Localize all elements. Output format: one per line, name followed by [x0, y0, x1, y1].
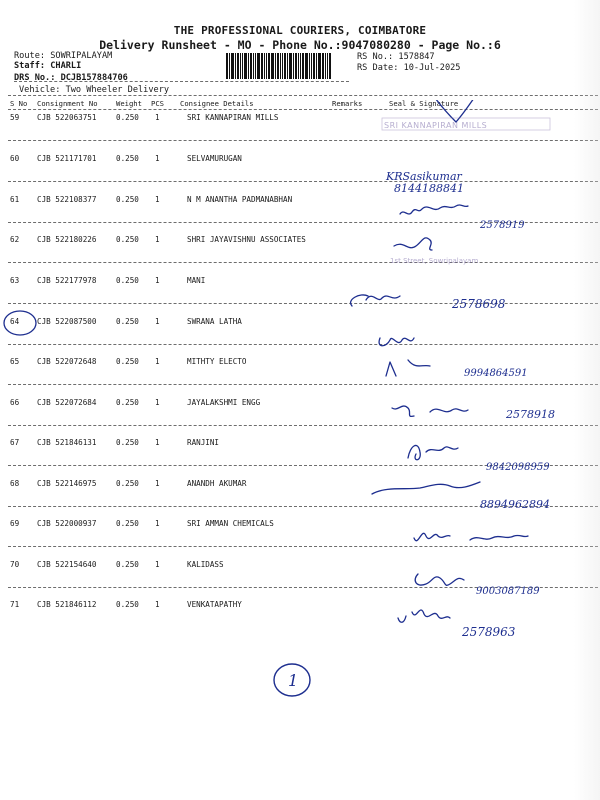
row-consignment: CJB 521846131 — [37, 438, 97, 447]
row-consignee: MITHTY ELECTO — [187, 357, 247, 366]
row-sno: 63 — [10, 276, 20, 285]
row-weight: 0.250 — [116, 438, 139, 447]
route-label: Route: SOWRIPALAYAM — [14, 51, 113, 61]
row-sno: 70 — [10, 560, 20, 569]
table-row — [0, 479, 600, 519]
row-pcs: 1 — [155, 519, 160, 528]
divider — [8, 109, 598, 110]
row-divider — [8, 384, 598, 385]
handwritten-phone: 9003087189 — [476, 586, 540, 597]
row-divider — [8, 465, 598, 466]
row-weight: 0.250 — [116, 235, 139, 244]
row-divider — [8, 140, 598, 141]
table-row — [0, 317, 600, 357]
rs-date: RS Date: 10-Jul-2025 — [357, 63, 461, 73]
handwritten-phone: 9994864591 — [464, 368, 528, 379]
drs-label: DRS No.: DCJB157884706 — [14, 73, 128, 83]
row-weight: 0.250 — [116, 479, 139, 488]
row-pcs: 1 — [155, 317, 160, 326]
page-mark-text: 1 — [288, 671, 299, 690]
col-consignee: Consignee Details — [180, 99, 254, 108]
row-divider — [8, 506, 598, 507]
handwritten-phone: 2578919 — [480, 220, 525, 231]
row-divider — [8, 222, 598, 223]
col-remarks: Remarks — [332, 99, 363, 108]
handwritten-phone: 8144188841 — [394, 182, 464, 195]
vehicle-label: Vehicle: Two Wheeler Delivery — [19, 85, 170, 95]
table-row — [0, 357, 600, 397]
row-consignee: RANJINI — [187, 438, 220, 447]
table-row — [0, 195, 600, 235]
row-divider — [8, 344, 598, 345]
company-title: THE PROFESSIONAL COURIERS, COIMBATORE — [173, 24, 427, 37]
row-pcs: 1 — [155, 195, 160, 204]
row-consignment: CJB 522063751 — [37, 113, 97, 122]
table-row — [0, 113, 600, 153]
row-weight: 0.250 — [116, 357, 139, 366]
row-divider — [8, 587, 598, 588]
row-consignment: CJB 522072648 — [37, 357, 97, 366]
row-pcs: 1 — [155, 276, 160, 285]
row-consignment: CJB 522177978 — [37, 276, 97, 285]
table-row — [0, 235, 600, 275]
row-consignee: SHRI JAYAVISHNU ASSOCIATES — [187, 235, 306, 244]
row-sno: 68 — [10, 479, 20, 488]
row-weight: 0.250 — [116, 276, 139, 285]
row-divider — [8, 303, 598, 304]
handwritten-phone: 2578963 — [462, 625, 516, 639]
row-consignee: N M ANANTHA PADMANABHAN — [187, 195, 293, 204]
row-sno: 66 — [10, 398, 20, 407]
row-pcs: 1 — [155, 479, 160, 488]
divider — [8, 95, 598, 96]
row-pcs: 1 — [155, 113, 160, 122]
circle-mark — [0, 305, 60, 345]
row-consignee: KALIDASS — [187, 560, 224, 569]
row-consignee: SWRANA LATHA — [187, 317, 242, 326]
row-weight: 0.250 — [116, 600, 139, 609]
handwritten-name: KRSasikumar — [386, 170, 462, 183]
row-sno: 59 — [10, 113, 20, 122]
table-row — [0, 398, 600, 438]
handwritten-phone: 8894962894 — [480, 498, 550, 511]
row-weight: 0.250 — [116, 113, 139, 122]
row-pcs: 1 — [155, 560, 160, 569]
table-row — [0, 276, 600, 316]
col-weight: Weight — [116, 99, 142, 108]
row-consignee: SRI KANNAPIRAN MILLS — [187, 113, 279, 122]
row-divider — [8, 181, 598, 182]
row-weight: 0.250 — [116, 560, 139, 569]
col-consignment: Consignment No — [37, 99, 98, 108]
row-consignee: VENKATAPATHY — [187, 600, 242, 609]
table-row — [0, 519, 600, 559]
row-pcs: 1 — [155, 438, 160, 447]
barcode — [226, 53, 350, 79]
col-sno: S No — [10, 99, 28, 108]
row-consignee: ANANDH AKUMAR — [187, 479, 247, 488]
row-consignment: CJB 522108377 — [37, 195, 97, 204]
handwritten-phone: 2578918 — [506, 408, 555, 421]
row-consignment: CJB 522072684 — [37, 398, 97, 407]
row-consignment: CJB 522146975 — [37, 479, 97, 488]
row-pcs: 1 — [155, 357, 160, 366]
row-consignee: SRI AMMAN CHEMICALS — [187, 519, 274, 528]
col-seal-signature: Seal & Signature — [389, 99, 459, 108]
row-sno: 67 — [10, 438, 20, 447]
row-weight: 0.250 — [116, 519, 139, 528]
row-consignment: CJB 522154640 — [37, 560, 97, 569]
page-mark — [268, 656, 318, 706]
staff-label: Staff: CHARLI — [14, 61, 82, 71]
col-pcs: PCS — [151, 99, 164, 108]
row-sno: 62 — [10, 235, 20, 244]
row-divider — [8, 262, 598, 263]
row-pcs: 1 — [155, 398, 160, 407]
table-row — [0, 600, 600, 640]
company-stamp: SRI KANNAPIRAN MILLS — [384, 121, 488, 130]
row-pcs: 1 — [155, 154, 160, 163]
row-pcs: 1 — [155, 600, 160, 609]
row-divider — [8, 425, 598, 426]
row-divider — [8, 546, 598, 547]
row-weight: 0.250 — [116, 398, 139, 407]
row-weight: 0.250 — [116, 195, 139, 204]
row-weight: 0.250 — [116, 154, 139, 163]
row-consignment: CJB 522000937 — [37, 519, 97, 528]
row-consignee: MANI — [187, 276, 206, 285]
row-consignment: CJB 521171701 — [37, 154, 97, 163]
row-sno: 65 — [10, 357, 20, 366]
row-consignment: CJB 522087500 — [37, 317, 97, 326]
handwritten-phone: 2578698 — [452, 297, 506, 311]
scan-edge — [574, 0, 600, 800]
row-consignment: CJB 521846112 — [37, 600, 97, 609]
handwritten-phone: 9842098959 — [486, 462, 550, 473]
row-pcs: 1 — [155, 235, 160, 244]
row-sno: 61 — [10, 195, 20, 204]
row-sno: 71 — [10, 600, 20, 609]
row-consignment: CJB 522180226 — [37, 235, 97, 244]
row-consignee: JAYALAKSHMI ENGG — [187, 398, 261, 407]
table-row — [0, 154, 600, 194]
table-row — [0, 560, 600, 600]
row-weight: 0.250 — [116, 317, 139, 326]
table-row — [0, 438, 600, 478]
rs-number: RS No.: 1578847 — [357, 52, 435, 62]
runsheet-subtitle: Delivery Runsheet - MO - Phone No.:9047080280 - Page No.:6 — [99, 38, 501, 52]
address-stamp: 1st Street, Sowripalayam — [390, 257, 479, 265]
row-consignee: SELVAMURUGAN — [187, 154, 242, 163]
row-sno: 60 — [10, 154, 20, 163]
row-sno: 64 — [10, 317, 20, 326]
divider — [14, 81, 349, 82]
row-sno: 69 — [10, 519, 20, 528]
